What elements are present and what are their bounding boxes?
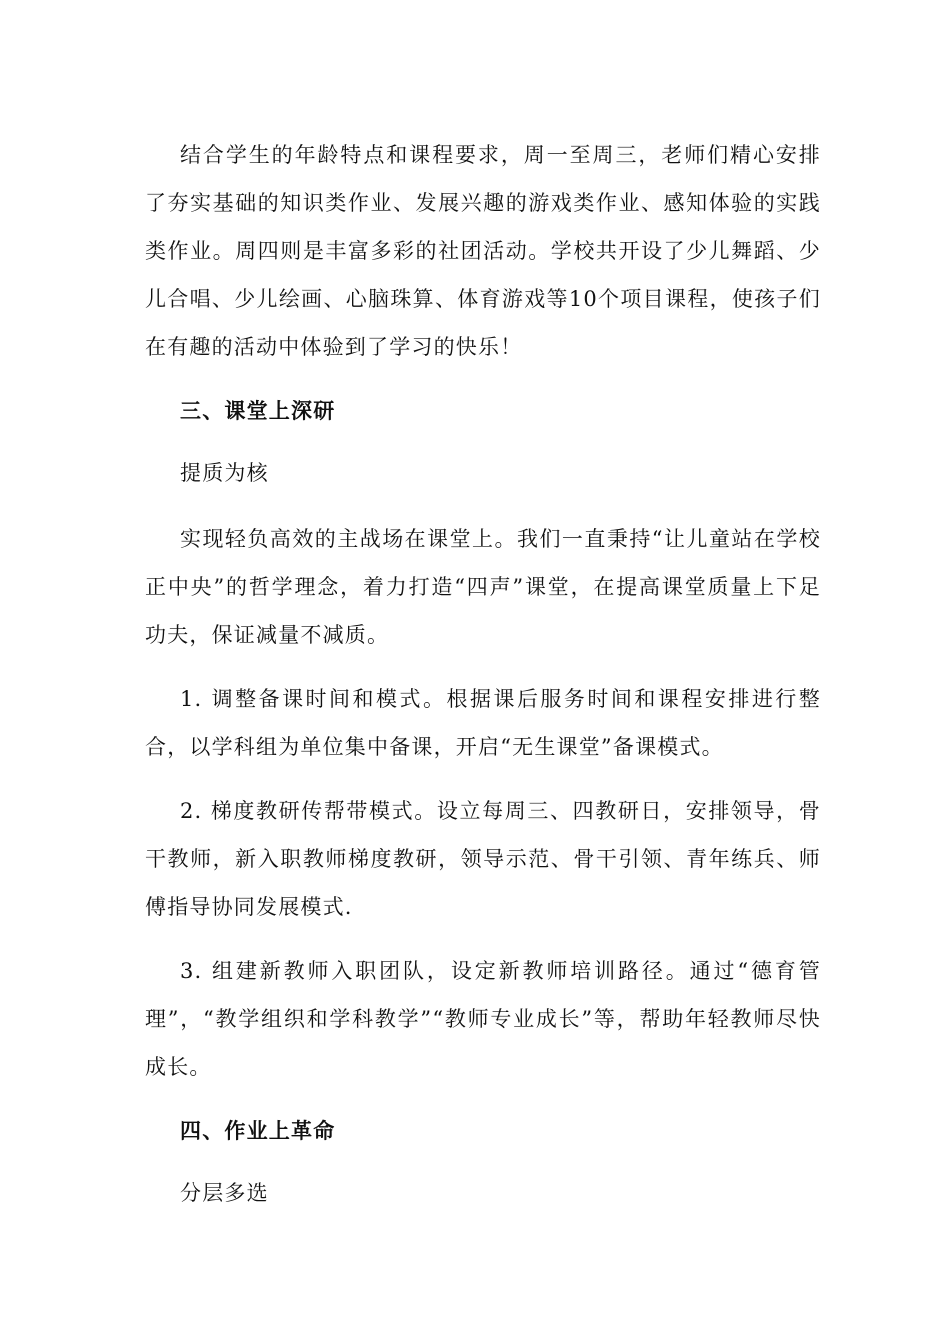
section-heading-classroom: 三、课堂上深研 (180, 399, 336, 423)
subheading-quality: 提质为核 (180, 461, 269, 485)
paragraph-classroom-intro: 实现轻负高效的主战场在课堂上。我们一直秉持“让儿童站在学校正中央”的哲学理念，着力打造“四声”课堂，在提高课堂质量上下足功夫，保证减量不减质。 (145, 527, 821, 647)
subheading-layered: 分层多选 (180, 1181, 269, 1205)
section-heading-homework: 四、作业上革命 (180, 1119, 336, 1143)
list-item-teaching-research: 2. 梯度教研传帮带模式。设立每周三、四教研日，安排领导，骨干教师，新入职教师梯度教研，领导示范、骨干引领、青年练兵、师傅指导协同发展模式. (145, 799, 821, 919)
paragraph-activities: 结合学生的年龄特点和课程要求，周一至周三，老师们精心安排了夯实基础的知识类作业、发展兴趣的游戏类作业、感知体验的实践类作业。周四则是丰富多彩的社团活动。学校共开设了少儿舞蹈、少儿合唱、少儿绘画、心脑珠算、体育游戏等10个项目课程，使孩子们在有趣的活动中体验到了学习的快乐！ (145, 143, 821, 359)
document-body (145, 131, 821, 1235)
list-item-lesson-prep: 1. 调整备课时间和模式。根据课后服务时间和课程安排进行整合，以学科组为单位集中备课，开启“无生课堂”备课模式。 (145, 687, 821, 759)
list-item-new-teachers: 3. 组建新教师入职团队，设定新教师培训路径。通过“德育管理”，“教学组织和学科教学”“教师专业成长”等，帮助年轻教师尽快成长。 (145, 959, 821, 1079)
